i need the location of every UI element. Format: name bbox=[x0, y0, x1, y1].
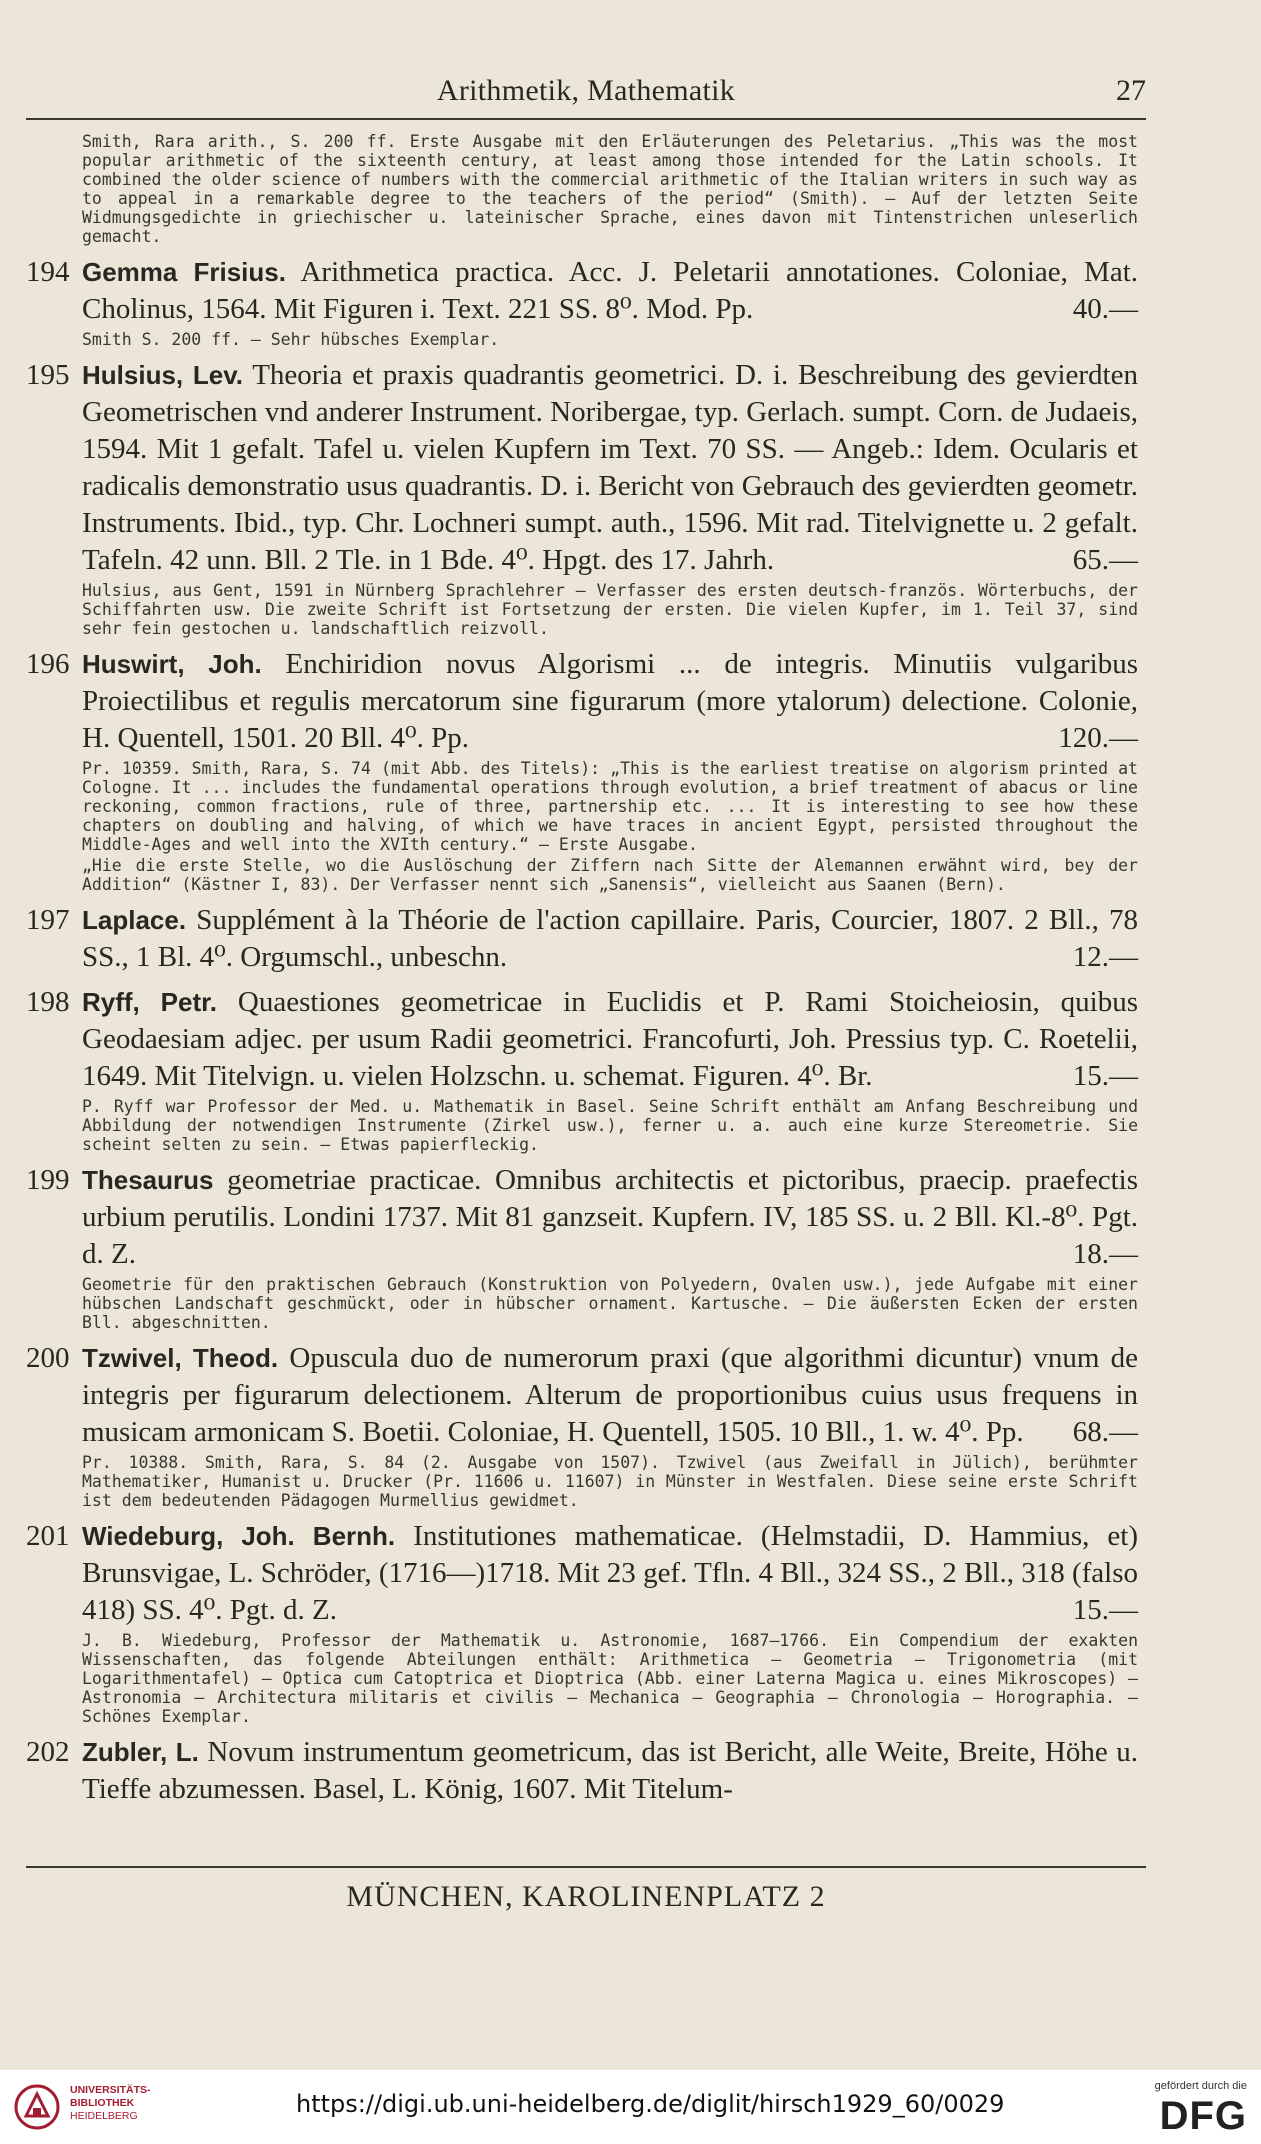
entry-body bbox=[82, 357, 1138, 579]
entry-price: 65.— bbox=[1072, 544, 1138, 576]
entry-number: 198 bbox=[26, 986, 70, 1018]
entry-title: Theoria et praxis quadrantis geometrici. D. i. Beschreibung des gevierdten Geometrischen vnd anderer Instrument. Noribergae, typ. Gerlach. sumpt. Corn. de Judaeis, 1594. Mit 1 gefalt. Tafel u. vielen Kupfern im Text. 70 SS. — Angeb.: Idem. Ocularis et radicalis demonstratio usus quadrantis. D. i. Bericht von Gebrauch des gevierdten geometr. Instruments. Ibid., typ. Chr. Lochneri sumpt. auth., 1596. Mit rad. Titelvignette u. 2 gefalt. Tafeln. 42 unn. Bll. 2 Tle. in 1 Bde. 4⁰. Hpgt. des 17. Jahrh. bbox=[82, 359, 1138, 576]
page-title: Arithmetik, Mathematik bbox=[436, 74, 736, 107]
page-header bbox=[26, 74, 1146, 120]
viewer-bottom-bar bbox=[0, 2070, 1261, 2144]
entry-number: 201 bbox=[26, 1520, 70, 1552]
entry-author: Hulsius, Lev. bbox=[82, 360, 243, 390]
footer-rule bbox=[26, 1866, 1146, 1868]
entry-price: 15.— bbox=[1072, 1060, 1138, 1092]
entry-body bbox=[82, 1340, 1138, 1451]
entry-number: 200 bbox=[26, 1342, 70, 1374]
entry-author: Zubler, L. bbox=[82, 1737, 199, 1767]
entry-body bbox=[82, 984, 1138, 1095]
entry-author: Tzwivel, Theod. bbox=[82, 1343, 279, 1373]
institution-line: BIBLIOTHEK bbox=[70, 2097, 135, 2109]
entry-note: P. Ryff war Professor der Med. u. Mathematik in Basel. Seine Schrift enthält am Anfang Beschreibung und Abbildung der notwendigen Instrumente (Zirkel usw.), ferner u. a. auch eine kurze Stereometrie. Sie scheint selten zu sein. — Etwas papierfleckig. bbox=[82, 1097, 1138, 1154]
entry-author: Gemma Frisius. bbox=[82, 257, 286, 287]
catalog-entry bbox=[26, 254, 1146, 349]
entry-title: Novum instrumentum geometricum, das ist Bericht, alle Weite, Breite, Höhe u. Tieffe abzumessen. Basel, L. König, 1607. Mit Titelum- bbox=[82, 1736, 1138, 1805]
entry-price: 18.— bbox=[1072, 1238, 1138, 1270]
entry-note: Hulsius, aus Gent, 1591 in Nürnberg Sprachlehrer — Verfasser des ersten deutsch-französ. Wörterbuchs, der Schiffahrten usw. Die zweite Schrift ist Fortsetzung der ersten. Die vielen Kupfer, im 1. Teil 37, sind sehr fein gestochen u. landschaftlich reizvoll. bbox=[82, 581, 1138, 638]
entry-title: Arithmetica practica. Acc. J. Peletarii annotationes. Coloniae, Mat. Cholinus, 1564. Mit Figuren i. Text. 221 SS. 8⁰. Mod. Pp. bbox=[82, 256, 1139, 325]
catalog-entry bbox=[26, 357, 1146, 638]
entry-note: „Hie die erste Stelle, wo die Auslöschung der Ziffern nach Sitte der Alemannen erwähnt wird, bey der Addition“ (Kästner I, 83). Der Verfasser nennt sich „Sanensis“, vielleicht aus Saanen (Bern). bbox=[82, 856, 1138, 894]
entry-body bbox=[82, 1162, 1138, 1273]
entry-body bbox=[82, 902, 1138, 976]
entry-number: 194 bbox=[26, 256, 70, 288]
entry-author: Thesaurus bbox=[82, 1165, 214, 1195]
entry-body bbox=[82, 646, 1138, 757]
entry-price: 120.— bbox=[1058, 722, 1138, 754]
page-number: 27 bbox=[1116, 74, 1146, 107]
university-seal-icon bbox=[14, 2084, 60, 2130]
catalog-content bbox=[26, 132, 1146, 1808]
catalog-entry bbox=[26, 984, 1146, 1154]
entry-author: Huswirt, Joh. bbox=[82, 649, 262, 679]
entry-number: 196 bbox=[26, 648, 70, 680]
entry-number: 199 bbox=[26, 1164, 70, 1196]
institution-name bbox=[70, 2084, 151, 2123]
intro-note: Smith, Rara arith., S. 200 ff. Erste Ausgabe mit den Erläuterungen des Peletarius. „This was the most popular arithmetic of the sixteenth century, at least among those intended for the Latin schools. It combined the older science of numbers with the commercial arithmetic of the Italian writers in such way as to appeal in a remarkable degree to the teachers of the period“ (Smith). — Auf der letzten Seite Widmungsgedichte in griechischer u. lateinischer Sprache, eines davon mit Tintenstrichen unleserlich gemacht. bbox=[82, 132, 1138, 246]
entry-title: Institutiones mathematicae. (Helmstadii, D. Hammius, et) Brunsvigae, L. Schröder, (1716—)1718. Mit 23 gef. Tfln. 4 Bll., 324 SS., 2 Bll., 318 (falso 418) SS. 4⁰. Pgt. d. Z. bbox=[82, 1520, 1138, 1626]
entry-number: 195 bbox=[26, 359, 70, 391]
catalog-entry bbox=[26, 1518, 1146, 1726]
entry-body bbox=[82, 254, 1138, 328]
entry-price: 12.— bbox=[1072, 941, 1138, 973]
permalink-url[interactable]: https://digi.ub.uni-heidelberg.de/diglit/hirsch1929_60/0029 bbox=[296, 2090, 1005, 2118]
entry-author: Laplace. bbox=[82, 905, 187, 935]
entry-author: Wiedeburg, Joh. Bernh. bbox=[82, 1521, 396, 1551]
entry-body bbox=[82, 1518, 1138, 1629]
entry-note: Smith S. 200 ff. — Sehr hübsches Exemplar. bbox=[82, 330, 500, 349]
entry-note: J. B. Wiedeburg, Professor der Mathematik u. Astronomie, 1687—1766. Ein Compendium der exakten Wissenschaften, das folgende Abteilungen enthält: Arithmetica — Geometria — Trigonometria (mit Logarithmentafel) — Optica cum Catoptrica et Dioptrica (Abb. einer Laterna Magica u. eines Mikroscopes) — Astronomia — Architectura militaris et civilis — Mechanica — Geographia — Chronologia — Horographia. — Schönes Exemplar. bbox=[82, 1631, 1138, 1726]
entry-title: geometriae practicae. Omnibus architectis et pictoribus, praecip. praefectis urbium perutilis. Londini 1737. Mit 81 ganzseit. Kupfern. IV, 185 SS. u. 2 Bll. Kl.-8⁰. Pgt. d. Z. bbox=[82, 1164, 1139, 1270]
entry-title: Supplément à la Théorie de l'action capillaire. Paris, Courcier, 1807. 2 Bll., 78 SS., 1 Bl. 4⁰. Orgumschl., unbeschn. bbox=[82, 904, 1138, 973]
entry-price: 68.— bbox=[1072, 1416, 1138, 1448]
funding-note: gefördert durch die bbox=[1154, 2080, 1247, 2092]
catalog-entry bbox=[26, 902, 1146, 976]
footer-address: MÜNCHEN, KAROLINENPLATZ 2 bbox=[346, 1880, 826, 1913]
entry-price: 40.— bbox=[1072, 293, 1138, 325]
dfg-logo: DFG bbox=[1159, 2094, 1247, 2138]
catalog-entry bbox=[26, 1162, 1146, 1332]
institution-line: HEIDELBERG bbox=[70, 2110, 138, 2122]
catalog-entry bbox=[26, 1734, 1146, 1808]
entry-note: Geometrie für den praktischen Gebrauch (Konstruktion von Polyedern, Ovalen usw.), jede Aufgabe mit einer hübschen Landschaft geschmückt, oder in hübscher ornament. Kartusche. — Die äußersten Ecken der ersten Bll. abgeschnitten. bbox=[82, 1275, 1138, 1332]
entry-list bbox=[26, 254, 1146, 1808]
institution-line: UNIVERSITÄTS- bbox=[70, 2084, 151, 2096]
entry-body bbox=[82, 1734, 1138, 1808]
entry-title: Enchiridion novus Algorismi ... de integris. Minutiis vulgaribus Proiectilibus et regulis mercatorum sine figurarum (more ytalorum) delectione. Colonie, H. Quentell, 1501. 20 Bll. 4⁰. Pp. bbox=[82, 648, 1138, 754]
catalog-entry bbox=[26, 1340, 1146, 1510]
entry-number: 202 bbox=[26, 1736, 70, 1768]
catalog-entry bbox=[26, 646, 1146, 894]
entry-number: 197 bbox=[26, 904, 70, 936]
entry-price: 15.— bbox=[1072, 1594, 1138, 1626]
entry-title: Opuscula duo de numerorum praxi (que algorithmi dicuntur) vnum de integris per figurarum delectionem. Alterum de proportionibus cuius usus frequens in musicam armonicam S. Boetii. Coloniae, H. Quentell, 1505. 10 Bll., 1. w. 4⁰. Pp. bbox=[82, 1342, 1138, 1448]
entry-author: Ryff, Petr. bbox=[82, 987, 218, 1017]
entry-note: Pr. 10388. Smith, Rara, S. 84 (2. Ausgabe von 1507). Tzwivel (aus Zweifall in Jülich), berühmter Mathematiker, Humanist u. Drucker (Pr. 11606 u. 11607) in Münster in Westfalen. Diese seine erste Schrift ist dem bedeutenden Pädagogen Murmellius gewidmet. bbox=[82, 1453, 1138, 1510]
entry-note: Pr. 10359. Smith, Rara, S. 74 (mit Abb. des Titels): „This is the earliest treatise on algorism printed at Cologne. It ... includes the fundamental operations through evolution, a brief treatment of abacus or line reckoning, common fractions, rule of three, partnership etc. ... It is interesting to see how these chapters on doubling and halving, of which we have traces in ancient Egypt, persisted throughout the Middle-Ages and well into the XVIth century.“ — Erste Ausgabe. bbox=[82, 759, 1138, 854]
entry-title: Quaestiones geometricae in Euclidis et P. Rami Stoicheiosin, quibus Geodaesiam adjec. per usum Radii geometrici. Francofurti, Joh. Pressius typ. C. Roetelii, 1649. Mit Titelvign. u. vielen Holzschn. u. schemat. Figuren. 4⁰. Br. bbox=[82, 986, 1139, 1092]
